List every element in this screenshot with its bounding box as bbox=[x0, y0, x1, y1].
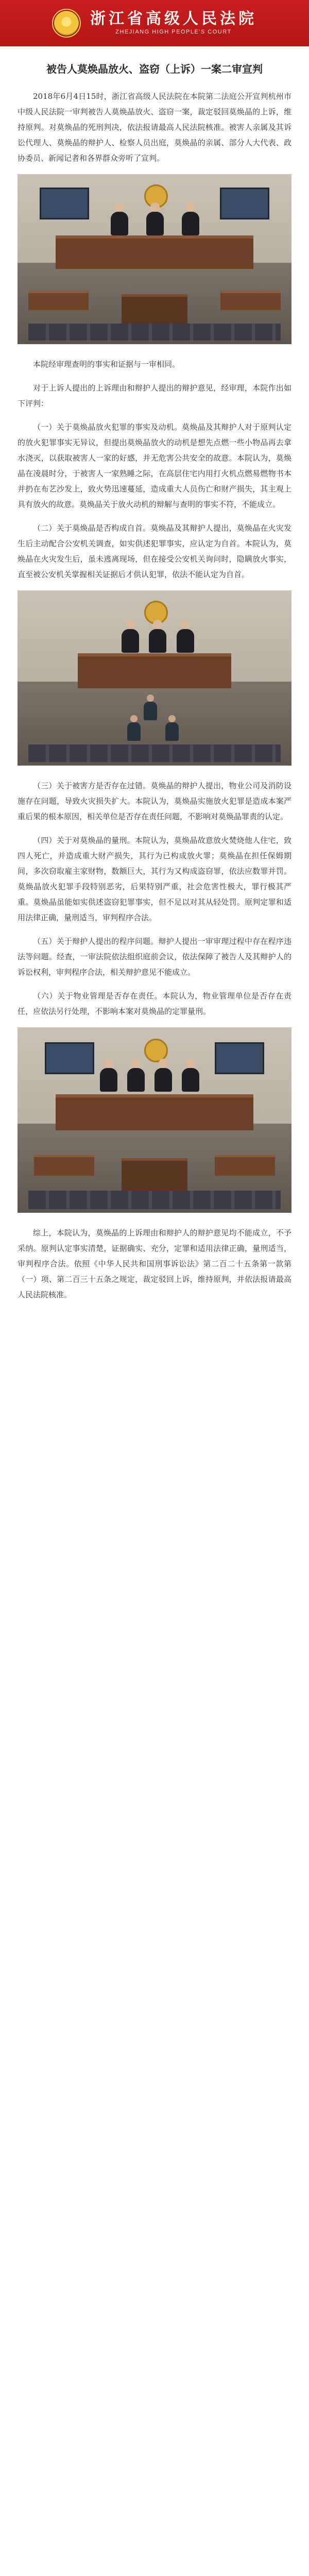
court-emblem-icon bbox=[52, 9, 81, 38]
courtroom-photo bbox=[18, 590, 291, 766]
court-name-english: ZHEJIANG HIGH PEOPLE'S COURT bbox=[115, 29, 232, 35]
bailiff-figure bbox=[165, 722, 179, 741]
judges-bench bbox=[78, 653, 231, 688]
gallery-seats bbox=[28, 744, 280, 762]
prosecution-table bbox=[28, 291, 89, 310]
article-title: 被告人莫焕晶放火、盗窃（上诉）一案二审宣判 bbox=[46, 64, 263, 75]
court-header-banner bbox=[0, 0, 309, 46]
judge-figure bbox=[182, 212, 199, 235]
judges-bench bbox=[56, 235, 253, 269]
judge-figure bbox=[177, 629, 194, 653]
defense-table bbox=[220, 291, 281, 310]
defendant-dock bbox=[122, 294, 187, 324]
judge-figure bbox=[122, 629, 139, 653]
judge-figure bbox=[100, 1068, 117, 1092]
article-paragraph: （一）关于莫焕晶放火犯罪的事实及动机。莫焕晶及其辩护人对于原判认定的放火犯罪事实无异议，但提出莫焕晶放火的动机是想先点燃一些小物品再去拿水浇灭，以获取被害人一家的好感，并无危害公共安全的故意。本院认为，莫焕晶在凌晨时分，于被害人一家熟睡之际，在高层住宅内用打火机点燃易燃物书本并扔在布艺沙发上，致火势迅速蔓延，造成重大人员伤亡和财产损失，其主观上具有放火的故意。莫焕晶关于放火动机的辩解与查明的事实不符，不能成立。 bbox=[18, 422, 291, 509]
judge-figure bbox=[149, 629, 166, 653]
judge-figure bbox=[127, 1068, 145, 1092]
article-paragraph: （四）关于对莫焕晶的量刑。本院认为，莫焕晶故意放火焚烧他人住宅，致四人死亡，并造成重大财产损失，其行为已构成放火罪；莫焕晶在担任保姆期间，多次窃取雇主家财物，数额巨大，其行为又构成盗窃罪，依法应数罪并罚。莫焕晶放火犯罪手段特别恶劣，后果特别严重，社会危害性极大，罪行极其严重。莫焕晶虽能如实供述盗窃犯罪事实，但不足以对其从轻处罚。原判定罪和适用法律正确，量刑适当，审判程序合法。 bbox=[18, 836, 291, 922]
article-paragraph: （五）关于辩护人提出的程序问题。辩护人提出一审审理过程中存在程序违法等问题。经查，一审法院依法组织庭前会议，依法保障了被告人及其辩护人的诉讼权利，审判程序合法，相关辩护意见不能成立。 bbox=[18, 937, 291, 977]
article-paragraph: （三）关于被害方是否存在过错。莫焕晶的辩护人提出，物业公司及消防设施存在问题，导致火灾损失扩大。本院认为，莫焕晶实施放火犯罪是造成本案严重后果的根本原因，相关单位是否存在责任问题，不影响对莫焕晶罪责的认定。 bbox=[18, 781, 291, 821]
judges-bench bbox=[56, 1094, 253, 1131]
courtroom-photo bbox=[18, 1027, 291, 1213]
defense-table bbox=[215, 1155, 275, 1176]
defendant-dock bbox=[122, 1158, 187, 1191]
article-body bbox=[0, 87, 309, 1302]
bailiff-figure bbox=[127, 722, 141, 741]
article-paragraph: （二）关于莫焕晶是否构成自首。莫焕晶及其辩护人提出，莫焕晶在火灾发生后主动配合公安机关调查，如实供述犯罪事实，应认定为自首。本院认为，莫焕晶在火灾发生后，虽未逃离现场，但在接受公安机关询问时，隐瞒放火事实，直至被公安机关掌握相关证据后才供认犯罪，依法不能认定为自首。 bbox=[18, 523, 291, 579]
prosecution-table bbox=[34, 1155, 94, 1176]
display-screen bbox=[40, 188, 89, 219]
display-screen bbox=[45, 1042, 94, 1074]
gallery-seats bbox=[28, 324, 280, 341]
article-paragraph: 对于上诉人提出的上诉理由和辩护人提出的辩护意见，经审理，本院作出如下评判： bbox=[18, 383, 291, 408]
judge-figure bbox=[154, 1068, 172, 1092]
gallery-seats bbox=[28, 1191, 280, 1209]
display-screen bbox=[215, 1042, 264, 1074]
article-paragraph: 2018年6月4日15时，浙江省高级人民法院在本院第二法庭公开宣判杭州市中级人民法院一审判被告人莫焕晶放火、盗窃一案，裁定驳回莫焕晶的上诉，维持原判。对莫焕晶的死刑判决，依法报请最高人民法院核准。被害人亲属及其诉讼代理人、莫焕晶的辩护人、检察人员出庭，莫焕晶的亲属、部分人大代表、政协委员、新闻记者和各界群众旁听了宣判。 bbox=[18, 92, 291, 163]
article-paragraph: （六）关于物业管理是否存在责任。本院认为，物业管理单位是否存在责任，应依法另行处理，不影响本案对莫焕晶的定罪量刑。 bbox=[18, 991, 291, 1016]
judge-figure bbox=[111, 212, 128, 235]
display-screen bbox=[220, 188, 269, 219]
judge-figure bbox=[182, 1068, 199, 1092]
article-title-wrap bbox=[0, 46, 309, 87]
article-paragraph: 综上，本院认为，莫焕晶的上诉理由和辩护人的辩护意见均不能成立，不予采纳。原判认定事实清楚，证据确实、充分，定罪和适用法律正确，量刑适当，审判程序合法。依照《中华人民共和国刑事诉讼法》第二百二十五条第一款第（一）项、第二百三十五条之规定，裁定驳回上诉，维持原判，并依法报请最高人民法院核准。 bbox=[18, 1228, 291, 1299]
defendant-figure bbox=[144, 702, 157, 720]
courtroom-photo bbox=[18, 174, 291, 344]
court-name: 浙江省高级人民法院 bbox=[90, 10, 257, 27]
judge-figure bbox=[146, 212, 164, 235]
article-paragraph: 本院经审理查明的事实和证据与一审相同。 bbox=[33, 360, 180, 369]
court-name-block bbox=[90, 10, 257, 36]
